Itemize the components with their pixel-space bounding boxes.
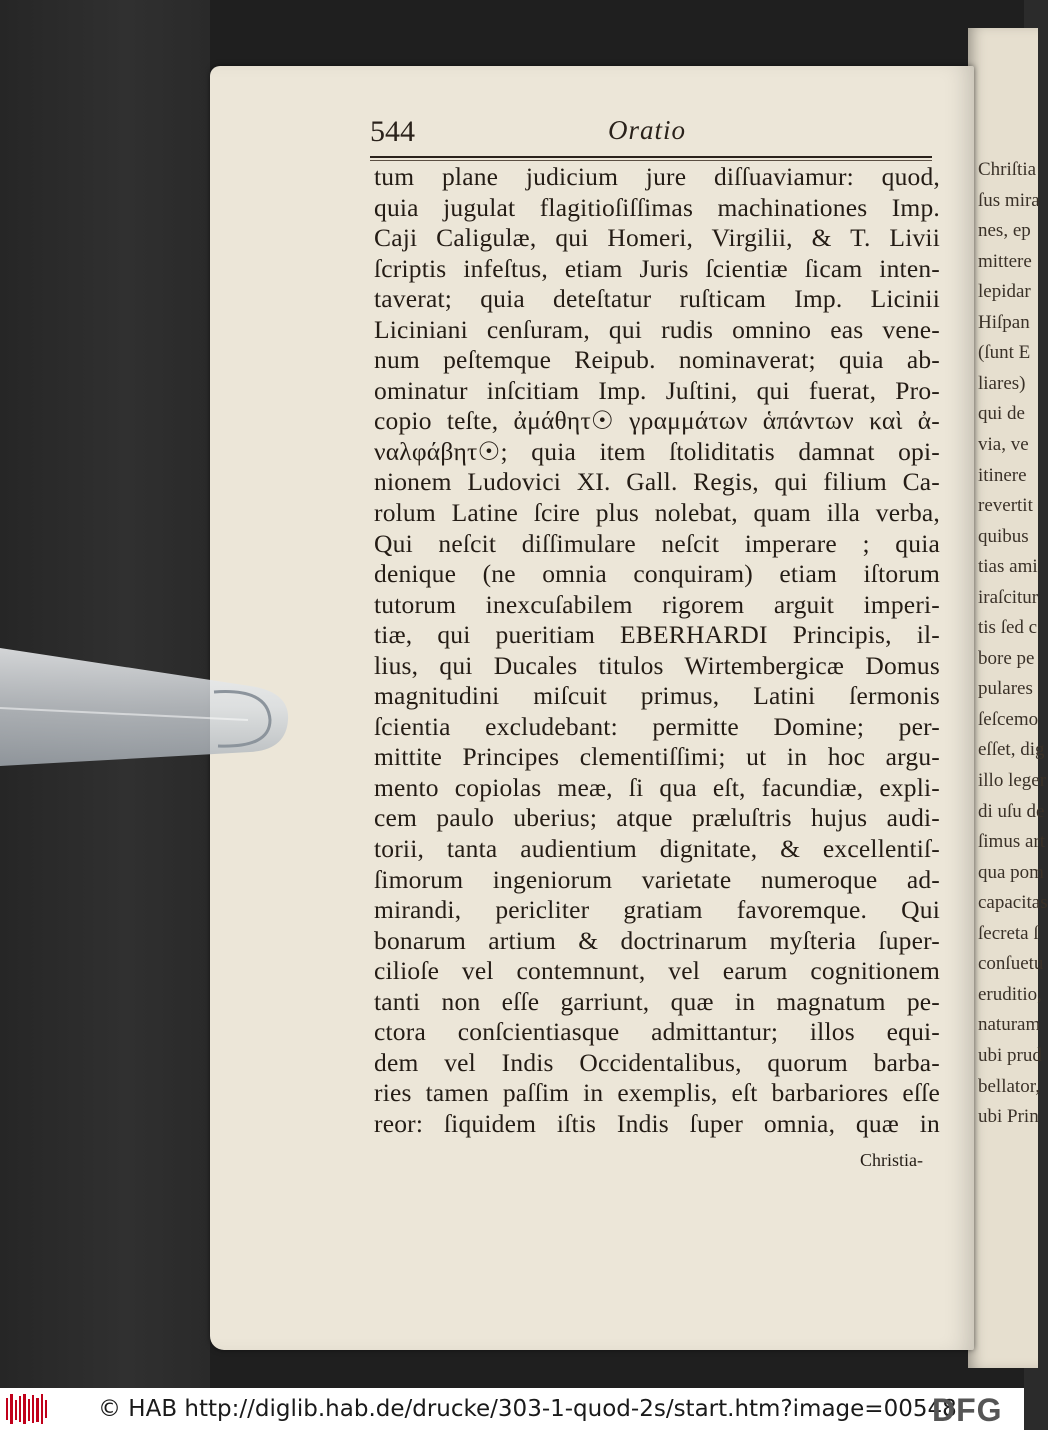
text-line: tutorum inexcuſabilem rigorem arguit imperi- xyxy=(374,589,940,619)
facing-text-line: ſimus art xyxy=(978,831,1046,853)
text-line: copio teſte, ἀμάθητ☉ γραμμάτων ἁπάντων καὶ ἀ- xyxy=(374,406,940,436)
facing-text-line: (ſunt E xyxy=(978,342,1031,364)
footer-bar xyxy=(0,1388,1024,1430)
facing-text-line: revertit xyxy=(978,495,1033,517)
text-line: mittite Principes clementiſſimi; ut in hoc argu- xyxy=(374,742,940,772)
facing-page xyxy=(968,28,1048,1368)
facing-text-line: iraſcitur xyxy=(978,586,1039,608)
text-line: denique (ne omnia conquiram) etiam iſtorum xyxy=(374,559,940,589)
text-line: Caji Caligulæ, qui Homeri, Virgilii, & T. Livii xyxy=(374,223,940,253)
facing-text-line: quibus xyxy=(978,525,1029,547)
facing-text-line: bore pe xyxy=(978,647,1035,669)
text-line: ries tamen paſſim in exemplis, eſt barbariores eſſe xyxy=(374,1078,940,1108)
facing-text-line: tias ami xyxy=(978,556,1038,578)
facing-text-line: qua pom xyxy=(978,861,1044,883)
facing-text-line: tis ſed c xyxy=(978,617,1038,639)
facing-text-line: Hiſpan xyxy=(978,311,1030,333)
facing-text-line: eſſet, dig xyxy=(978,739,1045,761)
facing-text-line: qui de xyxy=(978,403,1025,425)
text-line: rolum Latine ſcire plus nolebat, quam illa verba, xyxy=(374,498,940,528)
dfg-logo-text: DFG xyxy=(932,1392,1003,1428)
facing-text-line: ſus mira xyxy=(978,189,1040,211)
text-line: tiæ, qui pueritiam EBERHARDI Principis, il- xyxy=(374,620,940,650)
facing-text-line: eruditio, xyxy=(978,983,1042,1005)
text-line: reor: ſiquidem iſtis Indis ſuper omnia, quæ in xyxy=(374,1108,940,1138)
facing-text-line: conſuetu xyxy=(978,953,1044,975)
text-line: bonarum artium & doctrinarum myſteria ſuper- xyxy=(374,925,940,955)
body-text xyxy=(374,162,940,1140)
page-header xyxy=(370,115,970,163)
text-line: ναλφάβητ☉; quia item ſtoliditatis damnat opi- xyxy=(374,436,940,466)
facing-text-line: nes, ep xyxy=(978,220,1031,242)
text-line: ſimorum ingeniorum varietate numeroque ad- xyxy=(374,864,940,894)
facing-text-line: bellator, xyxy=(978,1075,1041,1097)
text-line: quia jugulat flagitioſiſſimas machinationes Imp. xyxy=(374,192,940,222)
text-line: dem vel Indis Occidentalibus, quorum barba- xyxy=(374,1047,940,1077)
facing-text-line: via, ve xyxy=(978,433,1029,455)
facing-text-line: pulares xyxy=(978,678,1033,700)
catchword: Christia- xyxy=(860,1150,923,1170)
text-line: mirandi, pericliter gratiam favoremque. Qui xyxy=(374,895,940,925)
text-line: ctora conſcientiasque admittantur; illos equi- xyxy=(374,1017,940,1047)
text-line: cem paulo uberius; atque præluſtris hujus audi- xyxy=(374,803,940,833)
facing-text-line: illo leger xyxy=(978,770,1047,791)
text-line: Liciniani cenſuram, qui rudis omnino eas vene- xyxy=(374,314,940,344)
page-number: 544 xyxy=(370,115,415,148)
header-rule xyxy=(370,156,932,158)
facing-text-line: liares) xyxy=(978,372,1026,394)
text-line: tanti non eſſe garriunt, quæ in magnatum pe- xyxy=(374,986,940,1016)
header-rule-secondary xyxy=(370,160,932,161)
facing-text-line: capacitas xyxy=(978,892,1048,914)
text-line: nionem Ludovici XI. Gall. Regis, qui filium Ca- xyxy=(374,467,940,497)
text-line: num peſtemque Reipub. nominaverat; quia ab- xyxy=(374,345,940,375)
bookmark-strip xyxy=(0,648,292,766)
facing-text-line: di uſu de xyxy=(978,800,1045,822)
facing-text-line: ubi Prin xyxy=(978,1106,1039,1128)
text-line: lius, qui Ducales titulos Wirtembergicæ Domus xyxy=(374,650,940,680)
text-line: cilioſe vel contemnunt, vel earum cognitionem xyxy=(374,956,940,986)
facing-text-line: mittere xyxy=(978,250,1032,272)
source-credit: © HAB http://diglib.hab.de/drucke/303-1-quod-2s/start.htm?image=00548 xyxy=(98,1396,957,1422)
text-line: mento copiolas meæ, ſi qua eſt, facundiæ, expli- xyxy=(374,772,940,802)
text-line: ominatur inſcitiam Imp. Juſtini, qui fuerat, Pro- xyxy=(374,375,940,405)
text-line: taverat; quia deteſtatur ruſticam Imp. Licinii xyxy=(374,284,940,314)
text-line: Qui neſcit diſſimulare neſcit imperare ; quia xyxy=(374,528,940,558)
text-line: tum plane judicium jure diſſuaviamur: quod, xyxy=(374,162,940,191)
facing-text-line: itinere xyxy=(978,464,1027,486)
facing-text-line: ſeſcemo xyxy=(978,708,1039,730)
text-line: torii, tanta audientium dignitate, & excellentiſ- xyxy=(374,834,940,864)
facing-text-line: naturam xyxy=(978,1014,1041,1036)
facing-text-line: ubi prud xyxy=(978,1044,1042,1066)
dfg-logo xyxy=(932,1392,1018,1428)
text-line: ſcriptis infeſtus, etiam Juris ſcientiæ ſicam inten- xyxy=(374,253,940,283)
barcode-icon xyxy=(6,1394,48,1424)
facing-text-line: ſecreta ſ xyxy=(978,922,1039,944)
running-title: Oratio xyxy=(608,115,687,145)
facing-text-line: lepidar xyxy=(978,281,1031,303)
text-line: ſcientia excludebant: permitte Domine; per- xyxy=(374,711,940,741)
text-line: magnitudini miſcuit primus, Latini ſermonis xyxy=(374,681,940,711)
facing-text-line: Chriſtia xyxy=(978,159,1037,180)
